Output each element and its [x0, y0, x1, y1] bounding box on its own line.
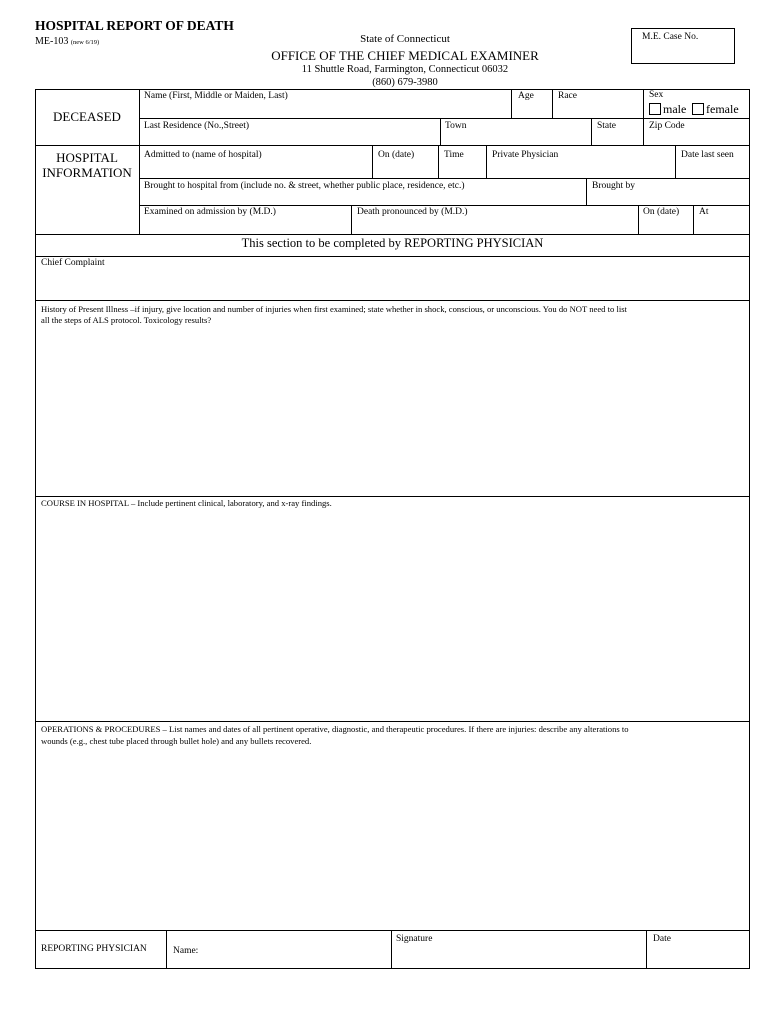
admitted-date-label: On (date) — [378, 150, 415, 160]
history-field[interactable] — [36, 328, 749, 495]
residence-label: Last Residence (No.,Street) — [144, 121, 249, 131]
form-title: HOSPITAL REPORT OF DEATH — [35, 18, 234, 33]
residence-field[interactable] — [140, 119, 439, 144]
age-field[interactable] — [512, 90, 551, 117]
office-name: OFFICE OF THE CHIEF MEDICAL EXAMINER — [271, 48, 539, 63]
state-label: State — [597, 121, 616, 131]
reporting-section-heading: This section to be completed by REPORTING PHYSICIAN — [241, 236, 544, 250]
deceased-section-label: DECEASED — [53, 109, 121, 124]
form-number — [35, 37, 99, 47]
race-field[interactable] — [553, 90, 642, 117]
at-field[interactable] — [694, 206, 749, 233]
date-last-seen-field[interactable] — [676, 146, 749, 177]
pronounced-field[interactable] — [352, 206, 637, 233]
hospital-section-label: HOSPITAL — [56, 150, 118, 165]
date-label: Date — [653, 934, 671, 944]
female-checkbox[interactable] — [692, 103, 704, 115]
zip-field[interactable] — [644, 119, 749, 144]
pronounced-date-field[interactable] — [639, 206, 692, 233]
time-field[interactable] — [439, 146, 485, 177]
office-address: 11 Shuttle Road, Farmington, Connecticut 06032 — [301, 64, 509, 75]
chief-complaint-field[interactable] — [36, 270, 749, 299]
brought-by-label: Brought by — [592, 181, 636, 191]
brought-from-field[interactable] — [140, 179, 585, 204]
operations-label-2: wounds (e.g., chest tube placed through bullet hole) and any bullets recovered. — [41, 736, 312, 746]
at-label: At — [699, 207, 709, 217]
sex-label: Sex — [649, 90, 664, 100]
admitted-date-field[interactable] — [373, 146, 437, 177]
physician-name-field[interactable] — [167, 931, 390, 968]
form-revision: (new 6/19) — [70, 39, 100, 46]
course-in-hospital-label: COURSE IN HOSPITAL – Include pertinent clinical, laboratory, and x-ray findings. — [41, 498, 332, 508]
private-physician-field[interactable] — [487, 146, 674, 177]
male-checkbox[interactable] — [649, 103, 661, 115]
time-label: Time — [444, 150, 464, 160]
name-label: Name (First, Middle or Maiden, Last) — [144, 91, 288, 101]
town-label: Town — [445, 121, 467, 131]
hospital-section-label-2: INFORMATION — [42, 165, 132, 180]
pronounced-date-label: On (date) — [643, 207, 680, 217]
reporting-physician-label: REPORTING PHYSICIAN — [41, 944, 147, 954]
town-field[interactable] — [441, 119, 590, 144]
operations-label: OPERATIONS & PROCEDURES – List names and dates of all pertinent operative, diagnostic, and therapeutic procedures. If there are injuries: describe any alterations to — [41, 724, 629, 734]
male-label: male — [663, 102, 687, 116]
form-number-code: ME-103 — [35, 36, 69, 47]
brought-from-label: Brought to hospital from (include no. & street, whether public place, residence, etc.) — [144, 181, 465, 191]
female-label: female — [706, 102, 739, 116]
admitted-label: Admitted to (name of hospital) — [144, 150, 262, 160]
private-physician-label: Private Physician — [492, 150, 559, 160]
office-phone: (860) 679-3980 — [372, 77, 438, 88]
name-field[interactable] — [140, 90, 510, 117]
age-label: Age — [518, 91, 534, 101]
physician-name-label: Name: — [173, 946, 199, 956]
history-label-2: all the steps of ALS protocol. Toxicology results? — [41, 315, 212, 325]
examined-label: Examined on admission by (M.D.) — [144, 207, 276, 217]
signature-label: Signature — [396, 934, 433, 944]
operations-field[interactable] — [36, 749, 749, 929]
chief-complaint-label: Chief Complaint — [41, 258, 105, 268]
examined-field[interactable] — [140, 206, 350, 233]
race-label: Race — [558, 91, 577, 101]
date-last-seen-label: Date last seen — [681, 150, 734, 160]
brought-by-field[interactable] — [587, 179, 749, 204]
admitted-field[interactable] — [140, 146, 371, 177]
course-in-hospital-field[interactable] — [36, 511, 749, 720]
case-number-label: M.E. Case No. — [642, 32, 699, 42]
state-name: State of Connecticut — [360, 33, 450, 45]
zip-label: Zip Code — [649, 121, 685, 131]
state-field[interactable] — [592, 119, 642, 144]
signature-field[interactable] — [392, 931, 645, 968]
history-label: History of Present Illness –if injury, give location and number of injuries when first examined; state whether in shock, conscious, or unconscious. You do NOT need to list — [41, 304, 627, 314]
pronounced-label: Death pronounced by (M.D.) — [357, 207, 468, 217]
date-field[interactable] — [647, 931, 749, 968]
